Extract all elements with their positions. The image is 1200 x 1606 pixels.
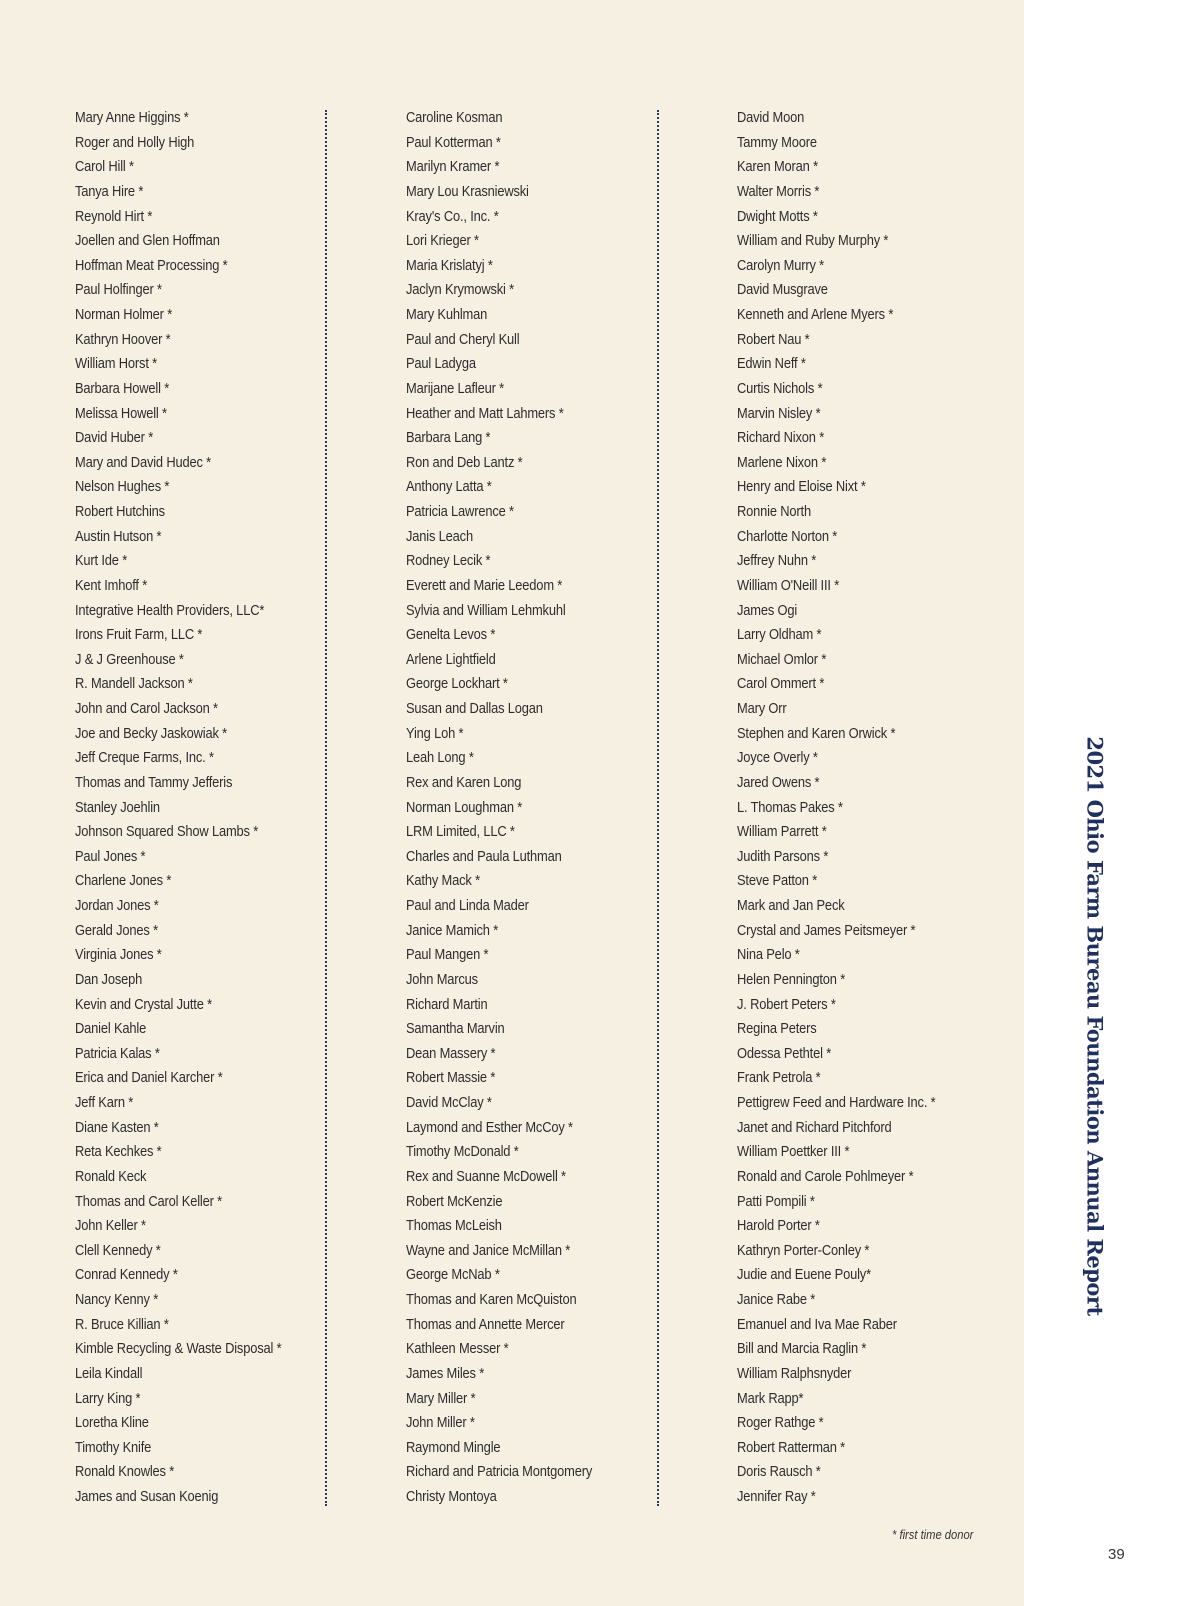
donor-name: Diane Kasten *: [75, 1118, 159, 1136]
donor-name: Robert Hutchins: [75, 503, 165, 520]
donor-name: Michael Omlor *: [737, 650, 827, 668]
donor-name: Laymond and Esther McCoy *: [406, 1118, 573, 1136]
donor-name: Sylvia and William Lehmkuhl: [406, 601, 566, 619]
donor-name: Reta Kechkes *: [75, 1143, 162, 1161]
donor-name: Mary Lou Krasniewski: [406, 182, 529, 200]
donor-name: Helen Pennington *: [737, 970, 846, 988]
column-divider: [325, 110, 327, 1506]
donor-name: Larry Oldham *: [737, 626, 822, 644]
donor-name: William Ralphsnyder: [737, 1364, 852, 1382]
donor-name: Richard and Patricia Montgomery: [406, 1463, 593, 1481]
donor-name: Kathleen Messer *: [406, 1340, 509, 1358]
donor-name: Kathryn Hoover *: [75, 330, 171, 348]
donor-name: Richard Martin: [406, 995, 488, 1013]
donor-name: Norman Holmer *: [75, 306, 173, 323]
donor-name: R. Mandell Jackson *: [75, 675, 193, 693]
donor-name: Integrative Health Providers, LLC*: [75, 601, 265, 619]
donor-name: Reynold Hirt *: [75, 207, 153, 225]
donor-name: William and Ruby Murphy *: [737, 232, 889, 250]
donor-name: Wayne and Janice McMillan *: [406, 1241, 571, 1259]
donor-name: Charles and Paula Luthman: [406, 847, 562, 865]
donor-name: Janice Mamich *: [406, 921, 499, 939]
donor-name: Crystal and James Peitsmeyer *: [737, 921, 916, 939]
donor-name: Janis Leach: [406, 527, 473, 545]
donor-name: Thomas and Karen McQuiston: [406, 1291, 577, 1308]
donor-name: Patricia Lawrence *: [406, 503, 514, 520]
donor-name: Regina Peters: [737, 1020, 817, 1038]
donor-name: Barbara Lang *: [406, 429, 491, 447]
donor-name: Jeff Creque Farms, Inc. *: [75, 749, 214, 767]
donor-name: Timothy Knife: [75, 1438, 152, 1456]
donor-name: Maria Krislatyj *: [406, 256, 493, 274]
donor-name: George Lockhart *: [406, 675, 508, 693]
donor-name: Stephen and Karen Orwick *: [737, 724, 896, 742]
donor-name: Kevin and Crystal Jutte *: [75, 995, 212, 1013]
donor-name: Gerald Jones *: [75, 921, 158, 939]
donor-name: Robert McKenzie: [406, 1192, 503, 1210]
donor-name: Tanya Hire *: [75, 182, 144, 200]
donor-name: Clell Kennedy *: [75, 1241, 161, 1259]
donor-name: Pettigrew Feed and Hardware Inc. *: [737, 1094, 936, 1111]
donor-name: Walter Morris *: [737, 182, 820, 200]
donor-name: Rodney Lecik *: [406, 552, 491, 570]
donor-name: Tammy Moore: [737, 133, 817, 151]
donor-name: Thomas and Carol Keller *: [75, 1192, 222, 1210]
donor-name: Everett and Marie Leedom *: [406, 576, 563, 594]
donor-column-1: [75, 106, 315, 1510]
donor-name: Paul and Linda Mader: [406, 897, 529, 914]
donor-name: Thomas and Annette Mercer: [406, 1315, 565, 1333]
donor-name: Samantha Marvin: [406, 1020, 505, 1038]
donor-name: Ying Loh *: [406, 724, 464, 742]
donor-name: Janet and Richard Pitchford: [737, 1118, 892, 1136]
donor-name: Dean Massery *: [406, 1044, 496, 1062]
donor-name: Kent Imhoff *: [75, 576, 148, 594]
donor-name: J. Robert Peters *: [737, 995, 836, 1013]
donor-name: Leah Long *: [406, 749, 474, 767]
donor-name: Curtis Nichols *: [737, 379, 823, 397]
donor-name: J & J Greenhouse *: [75, 650, 184, 668]
donor-name: Erica and Daniel Karcher *: [75, 1069, 223, 1087]
donor-name: Leila Kindall: [75, 1364, 143, 1382]
donor-name: Timothy McDonald *: [406, 1143, 519, 1161]
donor-name: Roger Rathge *: [737, 1414, 824, 1432]
donor-name: Ronald Knowles *: [75, 1463, 175, 1481]
donor-name: John and Carol Jackson *: [75, 700, 218, 717]
donor-name: Doris Rausch *: [737, 1463, 821, 1481]
donor-name: Henry and Eloise Nixt *: [737, 478, 866, 496]
donor-name: David Musgrave: [737, 281, 828, 299]
donor-name: Rex and Karen Long: [406, 773, 522, 791]
donor-name: Frank Petrola *: [737, 1069, 821, 1087]
donor-name: Larry King *: [75, 1389, 141, 1407]
donor-name: William Poettker III *: [737, 1143, 850, 1161]
donor-name: Rex and Suanne McDowell *: [406, 1167, 566, 1185]
donor-name: Anthony Latta *: [406, 478, 492, 496]
donor-name: Robert Nau *: [737, 330, 810, 348]
donor-name: George McNab *: [406, 1266, 500, 1284]
donor-name: James and Susan Koenig: [75, 1488, 219, 1505]
donor-name: Irons Fruit Farm, LLC *: [75, 626, 203, 644]
donor-name: Janice Rabe *: [737, 1291, 816, 1308]
donor-name: Paul Ladyga: [406, 355, 476, 373]
donor-name: Jordan Jones *: [75, 897, 159, 914]
donor-name: Caroline Kosman: [406, 109, 503, 126]
donor-name: Melissa Howell *: [75, 404, 167, 422]
donor-name: Robert Ratterman *: [737, 1438, 846, 1456]
donor-name: Lori Krieger *: [406, 232, 479, 250]
donor-name: Ronald Keck: [75, 1167, 147, 1185]
donor-name: L. Thomas Pakes *: [737, 798, 843, 816]
donor-name: Barbara Howell *: [75, 379, 170, 397]
donor-name: Richard Nixon *: [737, 429, 825, 447]
donor-name: John Marcus: [406, 970, 478, 988]
donor-name: Arlene Lightfield: [406, 650, 496, 668]
donor-name: Ronald and Carole Pohlmeyer *: [737, 1167, 914, 1185]
donor-name: Jared Owens *: [737, 773, 820, 791]
donor-name: William Horst *: [75, 355, 157, 373]
donor-name: Paul Mangen *: [406, 946, 489, 964]
donor-name: Christy Montoya: [406, 1488, 497, 1505]
donor-name: Daniel Kahle: [75, 1020, 147, 1038]
donor-name: Marvin Nisley *: [737, 404, 821, 422]
donor-name: Jeffrey Nuhn *: [737, 552, 817, 570]
donor-name: Nina Pelo *: [737, 946, 800, 964]
donor-name: Paul Jones *: [75, 847, 146, 865]
donor-name: Marijane Lafleur *: [406, 379, 505, 397]
donor-name: Marlene Nixon *: [737, 453, 827, 471]
donor-name: Mark Rapp*: [737, 1389, 804, 1407]
donor-name: David Huber *: [75, 429, 154, 447]
donor-name: Mary and David Hudec *: [75, 453, 212, 471]
donor-name: Thomas and Tammy Jefferis: [75, 773, 233, 791]
donor-name: Paul Kotterman *: [406, 133, 501, 151]
donor-name: Dwight Motts *: [737, 207, 818, 225]
donor-name: Judith Parsons *: [737, 847, 829, 865]
donor-name: William Parrett *: [737, 823, 827, 841]
donor-name: Susan and Dallas Logan: [406, 700, 543, 717]
donor-name: Patti Pompili *: [737, 1192, 815, 1210]
donor-name: Heather and Matt Lahmers *: [406, 404, 564, 422]
donor-name: Harold Porter *: [737, 1217, 820, 1235]
donor-name: Joe and Becky Jaskowiak *: [75, 724, 228, 742]
donor-name: Steve Patton *: [737, 872, 818, 890]
donor-name: James Ogi: [737, 601, 798, 619]
donor-name: Emanuel and Iva Mae Raber: [737, 1315, 897, 1333]
column-divider: [657, 110, 659, 1506]
donor-name: Kurt Ide *: [75, 552, 128, 570]
donor-name: William O'Neill III *: [737, 576, 840, 594]
donor-name: John Keller *: [75, 1217, 146, 1235]
donor-name: Raymond Mingle: [406, 1438, 501, 1456]
donor-column-2: [406, 106, 622, 1510]
donor-name: Austin Hutson *: [75, 527, 162, 545]
donor-name: Odessa Pethtel *: [737, 1044, 832, 1062]
donor-name: Virginia Jones *: [75, 946, 162, 964]
donor-name: Edwin Neff *: [737, 355, 806, 373]
donor-name: Paul Holfinger *: [75, 281, 162, 299]
donor-name: Johnson Squared Show Lambs *: [75, 823, 259, 841]
donor-name: Nancy Kenny *: [75, 1291, 159, 1308]
donor-name: Judie and Euene Pouly*: [737, 1266, 871, 1284]
donor-name: Mary Kuhlman: [406, 306, 488, 323]
donor-name: Genelta Levos *: [406, 626, 496, 644]
donor-name: Kray's Co., Inc. *: [406, 207, 499, 225]
donor-name: John Miller *: [406, 1414, 475, 1432]
donor-name: Joellen and Glen Hoffman: [75, 232, 220, 250]
donor-name: Kathy Mack *: [406, 872, 480, 890]
donor-name: Kathryn Porter-Conley *: [737, 1241, 870, 1259]
donor-name: Carol Ommert *: [737, 675, 825, 693]
donor-name: Ron and Deb Lantz *: [406, 453, 523, 471]
donor-name: Robert Massie *: [406, 1069, 496, 1087]
donor-name: Mary Orr: [737, 700, 787, 717]
donor-column-3: [737, 106, 968, 1510]
donor-name: Nelson Hughes *: [75, 478, 170, 496]
footnote: * first time donor: [892, 1527, 974, 1542]
report-title: 2021 Ohio Farm Bureau Foundation Annual Report: [1082, 736, 1108, 1316]
donor-name: R. Bruce Killian *: [75, 1315, 169, 1333]
donor-name: David Moon: [737, 109, 805, 126]
donor-name: Conrad Kennedy *: [75, 1266, 178, 1284]
donor-name: Bill and Marcia Raglin *: [737, 1340, 867, 1358]
donor-name: Hoffman Meat Processing *: [75, 256, 228, 274]
donor-name: Mary Anne Higgins *: [75, 109, 189, 126]
donor-name: Mary Miller *: [406, 1389, 476, 1407]
donor-name: Mark and Jan Peck: [737, 897, 845, 914]
donor-name: Roger and Holly High: [75, 133, 195, 151]
donor-name: Marilyn Kramer *: [406, 158, 500, 176]
donor-name: Charlotte Norton *: [737, 527, 838, 545]
donor-name: David McClay *: [406, 1094, 492, 1111]
donor-name: Ronnie North: [737, 503, 811, 520]
donor-name: Jeff Karn *: [75, 1094, 134, 1111]
donor-name: Karen Moran *: [737, 158, 818, 176]
donor-name: Jennifer Ray *: [737, 1488, 816, 1505]
donor-name: Paul and Cheryl Kull: [406, 330, 520, 348]
donor-name: Kenneth and Arlene Myers *: [737, 306, 894, 323]
donor-name: Dan Joseph: [75, 970, 143, 988]
donor-name: Norman Loughman *: [406, 798, 523, 816]
donor-name: James Miles *: [406, 1364, 485, 1382]
donor-name: Jaclyn Krymowski *: [406, 281, 515, 299]
donor-name: Loretha Kline: [75, 1414, 149, 1432]
page-number: 39: [1108, 1546, 1125, 1563]
donor-name: Patricia Kalas *: [75, 1044, 160, 1062]
donor-name: Carol Hill *: [75, 158, 134, 176]
donor-name: LRM Limited, LLC *: [406, 823, 515, 841]
donor-name: Joyce Overly *: [737, 749, 818, 767]
donor-name: Charlene Jones *: [75, 872, 172, 890]
donor-name: Thomas McLeish: [406, 1217, 502, 1235]
donor-name: Carolyn Murry *: [737, 256, 825, 274]
donor-name: Kimble Recycling & Waste Disposal *: [75, 1340, 282, 1358]
donor-name: Stanley Joehlin: [75, 798, 160, 816]
